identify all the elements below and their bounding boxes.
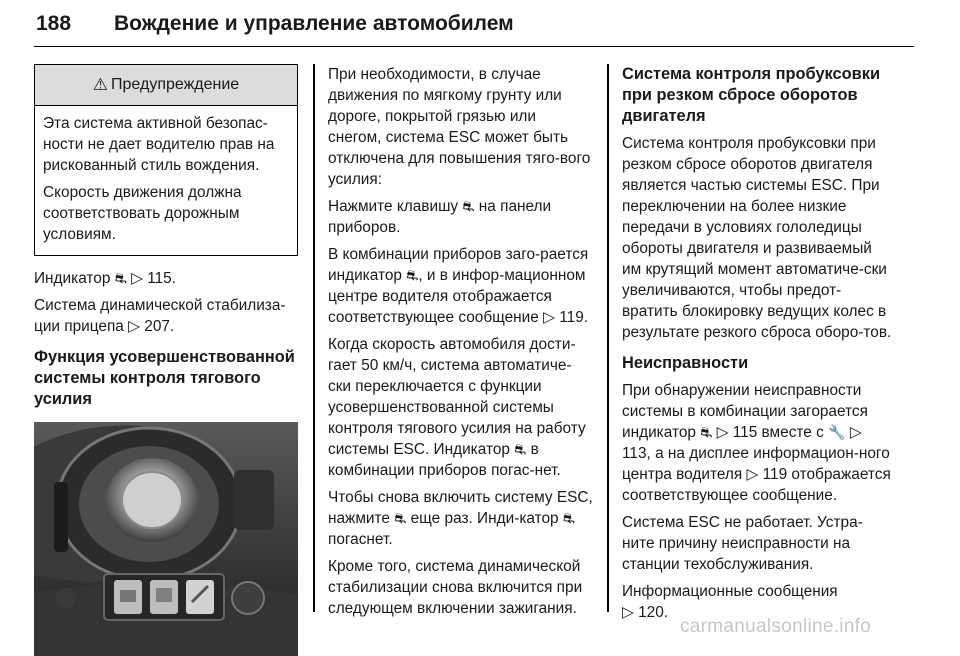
- section-heading-faults: Неисправности: [622, 354, 749, 372]
- ignition-paragraph: Кроме того, система динамической стабилизации снова включится при следующем включении зажигания.: [328, 558, 583, 617]
- column-middle: [328, 64, 593, 625]
- page-ref-icon: ▷: [131, 270, 143, 287]
- indicator-lights-paragraph: В комбинации приборов заго-рается индикатор ⛐, и в инфор-мационном центре водителя отображается соответствующее сообщение ▷ 119.: [328, 246, 589, 326]
- esc-not-working-paragraph: Система ESC не работает. Устра-ните причину неисправности на станции техобслуживания.: [622, 514, 863, 573]
- warning-triangle-icon: ⚠: [92, 75, 109, 94]
- column-left: [34, 64, 298, 656]
- reenable-paragraph: Чтобы снова включить систему ESC, нажмите ⛐ еще раз. Инди-катор ⛐ погаснет.: [328, 489, 593, 548]
- page-ref-icon: ▷: [128, 318, 140, 335]
- warning-header: [35, 65, 297, 106]
- column-right: [622, 64, 892, 629]
- esc-indicator-icon: ⛐: [562, 510, 575, 526]
- page-ref-icon: ▷: [746, 466, 759, 483]
- page-ref-icon: ▷: [543, 309, 555, 326]
- column-divider: [607, 64, 609, 612]
- info-messages-paragraph: Информационные сообщения ▷ 120.: [622, 583, 838, 621]
- esc-off-intro: При необходимости, в случае движения по мягкому грунту или дороге, покрытой грязью или снегом, система ESC может быть отключена для повышения тяго-вого усилия:: [328, 66, 591, 188]
- esc-indicator-icon: ⛐: [514, 441, 527, 457]
- warning-box: [34, 64, 298, 256]
- esc-button-icon: ⛐: [394, 510, 407, 526]
- warning-body: [35, 106, 297, 255]
- esc-indicator-icon: ⛐: [406, 267, 419, 283]
- warning-text-2: Скорость движения должна соответствовать дорожным условиям.: [43, 184, 242, 243]
- column-divider: [313, 64, 315, 612]
- press-key-paragraph: Нажмите клавишу ⛐ на панели приборов.: [328, 198, 552, 236]
- warning-text-1: Эта система активной безопас-ности не дает водителю прав на рискованный стиль вождения.: [43, 115, 275, 174]
- page-ref-icon: ▷: [716, 424, 729, 441]
- esc-button-icon: ⛐: [462, 198, 475, 214]
- wrench-indicator-icon: 🔧: [828, 424, 846, 440]
- fault-detected-paragraph: При обнаружении неисправности системы в комбинации загорается индикатор ⛐ ▷ 115 вместе с 🔧 ▷ 113, а на дисплее информацион-ного центра водителя ▷ 119 отображается соответствующее сообщение.: [622, 382, 891, 504]
- page-ref-icon: ▷: [622, 604, 634, 621]
- watermark: carmanualsonline.info: [680, 616, 872, 637]
- trailer-stability-paragraph: Система динамической стабилиза-ции прицепа ▷ 207.: [34, 297, 286, 335]
- dashboard-switch-photo: [34, 422, 298, 656]
- chapter-title: Вождение и управление автомобилем: [114, 12, 514, 35]
- page-header: [34, 6, 914, 47]
- drag-control-paragraph: Система контроля пробуксовки при резком сбросе оборотов двигателя является частью системы ESC. При переключении на более низкие передачи в условиях гололедицы обороты двигателя и развиваемый им крутящий момент автоматиче-ски увеличиваются, чтобы предот-вратить блокировку ведущих колес в результате резкого сброса оборо-тов.: [622, 135, 892, 341]
- page-number: 188: [36, 12, 72, 35]
- esc-off-indicator-icon: ⛐: [114, 270, 127, 286]
- indicator-paragraph: Индикатор ⛐ ▷ 115.: [34, 270, 177, 287]
- speed-switch-paragraph: Когда скорость автомобиля дости-гает 50 км/ч, система автоматиче-ски переключается с функции усовершенствованной системы контроля тягового усилия на работу системы ESC. Индикатор ⛐ в комбинации приборов погас-нет.: [328, 336, 586, 479]
- dashboard-switch-illustration: [34, 422, 298, 656]
- warning-title: Предупреждение: [111, 76, 240, 93]
- section-heading-drag-control: Система контроля пробуксовки при резком сбросе оборотов двигателя: [622, 65, 881, 125]
- page-ref-icon: ▷: [849, 424, 862, 441]
- section-heading-traction: Функция усовершенствованной системы контроля тягового усилия: [34, 348, 295, 408]
- esc-off-indicator-icon: ⛐: [700, 424, 713, 440]
